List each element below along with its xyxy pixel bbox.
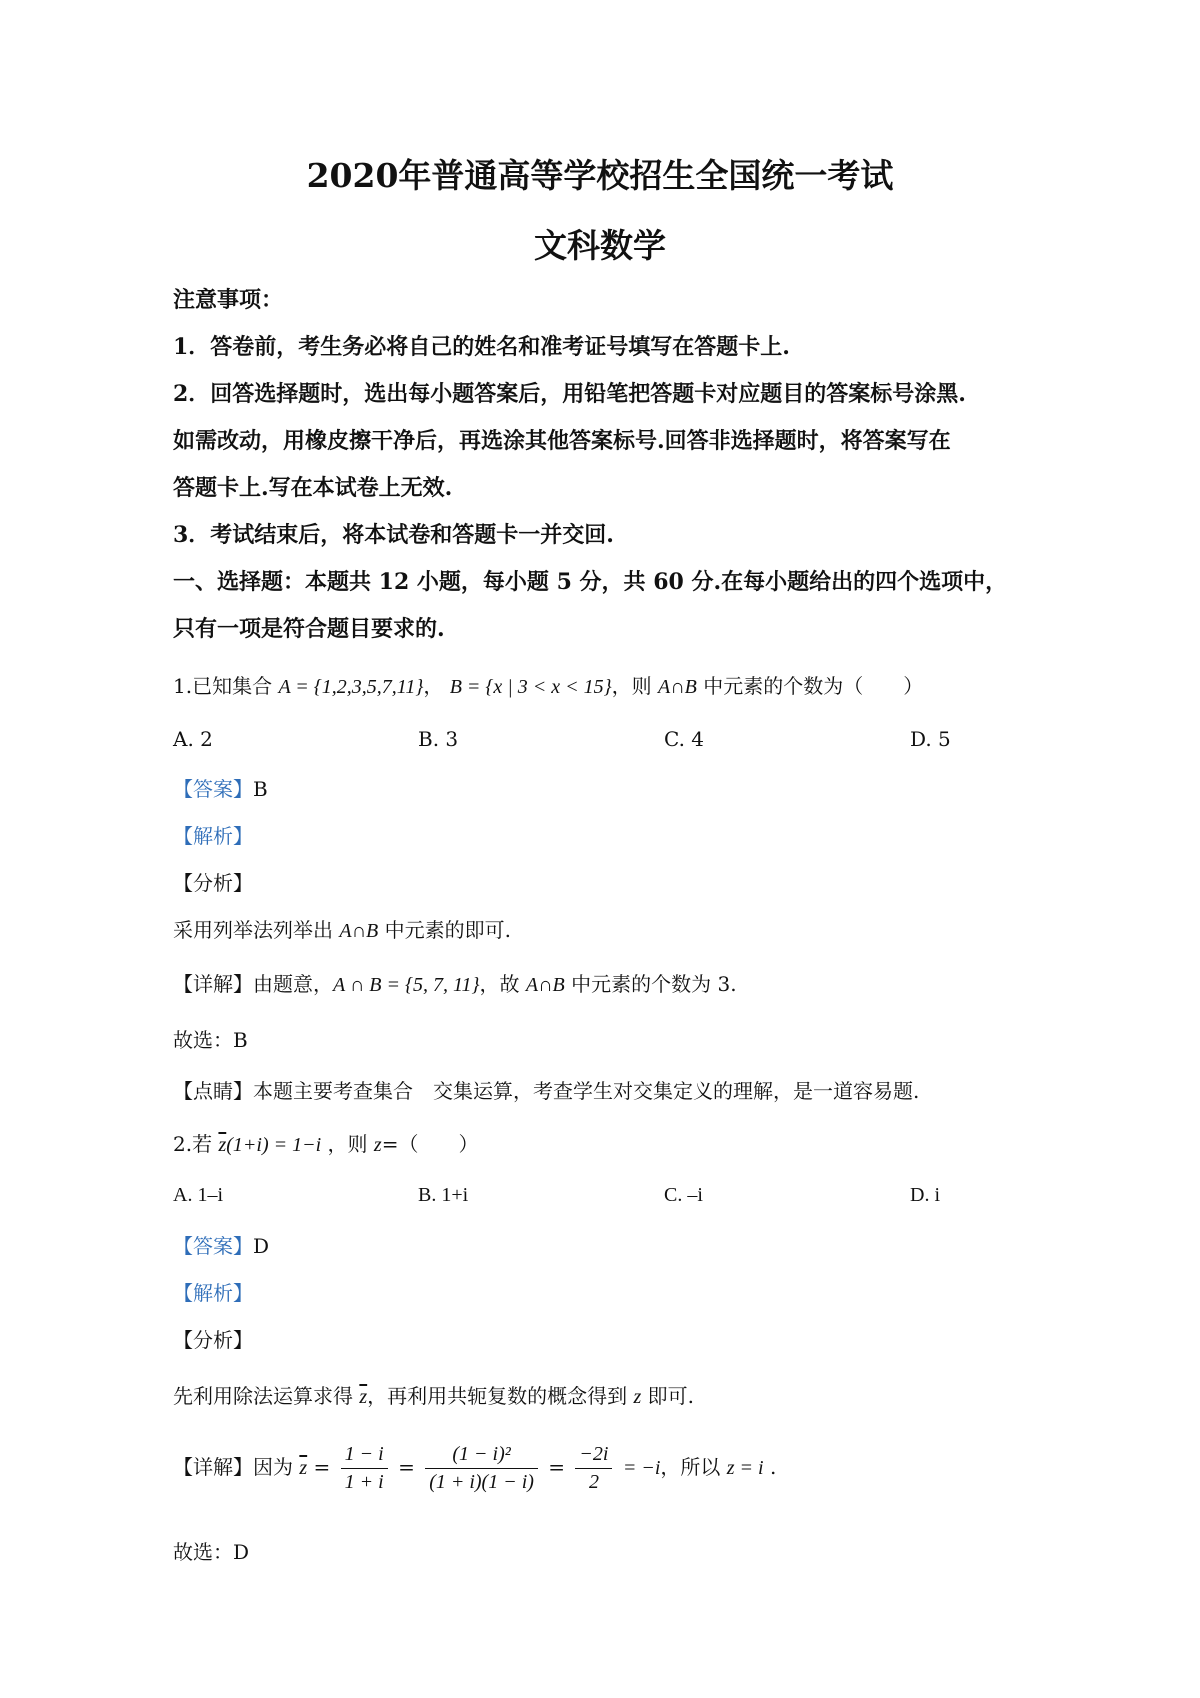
q2-detail-a: 因为 — [253, 1455, 300, 1479]
q1-answer-value: B — [253, 777, 268, 801]
q1-detail — [173, 968, 737, 997]
q2-choose: 故选：D — [173, 1540, 250, 1564]
q2-suffix-b: =（ ） — [381, 1132, 479, 1156]
q1-suffix-b: 中元素的个数为（ ） — [696, 674, 924, 698]
q2-answer-tag: 【答案】 — [173, 1234, 253, 1258]
notice-item-2-line-2: 如需改动，用橡皮擦干净后，再选涂其他答案标号.回答非选择题时，将答案写在 — [173, 428, 951, 454]
q1-comment-text: 本题主要考查集合 交集运算，考查学生对交集定义的理解，是一道容易题. — [253, 1079, 920, 1103]
q2-answer — [173, 1230, 269, 1259]
q2-option-d: D. i — [910, 1184, 940, 1206]
q2-fraction-3-den: 2 — [588, 1471, 599, 1493]
q1-comment-tag: 【点睛】 — [173, 1079, 253, 1103]
q1-sep: ， — [423, 674, 444, 698]
q2-fraction-1 — [341, 1443, 388, 1494]
q2-final: z = i — [726, 1457, 764, 1479]
q1-answer — [173, 773, 268, 802]
q2-fenxi-z: z — [633, 1386, 642, 1408]
q2-z: z — [373, 1134, 382, 1156]
q2-eq-sign-2: = — [398, 1455, 415, 1479]
q1-detail-expr-2: A∩B — [525, 974, 565, 996]
q2-detail — [173, 1443, 776, 1494]
q2-fenxi-tag: 【分析】 — [173, 1328, 253, 1352]
q2-fenxi-c: 即可. — [641, 1384, 695, 1408]
q1-detail-c: 中元素的个数为 3. — [564, 972, 737, 996]
section-line-2: 只有一项是符合题目要求的. — [173, 616, 445, 642]
q2-prefix: 2.若 — [173, 1132, 219, 1156]
q2-suffix-a: ，则 — [321, 1132, 374, 1156]
q1-set-b: B = {x | 3 < x < 15} — [449, 676, 612, 698]
q2-option-c: C. –i — [664, 1184, 703, 1206]
q2-fraction-2 — [425, 1443, 538, 1494]
q2-fenxi — [173, 1380, 694, 1409]
q1-fenxi-expr: A∩B — [339, 920, 379, 942]
notice-item-2-line-1: 2．回答选择题时，选出每小题答案后，用铅笔把答题卡对应题目的答案标号涂黑. — [173, 381, 966, 407]
q2-option-b: B. 1+i — [418, 1184, 469, 1206]
q1-option-c: C. 4 — [664, 727, 705, 751]
q2-option-a: A. 1–i — [173, 1184, 223, 1206]
q2-fraction-2-den: (1 + i)(1 − i) — [429, 1471, 534, 1493]
notice-item-1: 1．答卷前，考生务必将自己的姓名和准考证号填写在答题卡上. — [173, 334, 790, 360]
q1-detail-expr: A ∩ B = {5, 7, 11} — [333, 974, 480, 996]
q2-fraction-1-den: 1 + i — [344, 1471, 384, 1493]
q2-fraction-3 — [575, 1443, 612, 1494]
q1-expr: A∩B — [658, 676, 697, 698]
q2-fenxi-a: 先利用除法运算求得 — [173, 1384, 360, 1408]
q2-result: = −i — [622, 1457, 661, 1479]
q1-analysis-tag: 【解析】 — [173, 824, 253, 848]
q1-stem — [173, 670, 923, 699]
q2-eq-sign-1: = — [313, 1455, 331, 1479]
q1-comment — [173, 1075, 919, 1104]
exam-subtitle: 文科数学 — [534, 226, 666, 265]
q2-analysis-tag: 【解析】 — [173, 1281, 253, 1305]
q1-answer-tag: 【答案】 — [173, 777, 253, 801]
q2-detail-tag: 【详解】 — [173, 1455, 253, 1479]
q2-detail-zbar: $\overline{z}$ — [299, 1457, 308, 1479]
q2-fraction-2-num: (1 − i)² — [425, 1443, 538, 1469]
q1-option-d: D. 5 — [910, 727, 951, 751]
q1-fenxi-b: 中元素的即可. — [378, 918, 511, 942]
q1-detail-tag: 【详解】 — [173, 972, 253, 996]
q1-option-a: A. 2 — [173, 727, 213, 751]
q2-zbar: $\overline{z}$ — [218, 1134, 227, 1156]
q1-option-b: B. 3 — [418, 727, 459, 751]
q2-fenxi-zbar: $\overline{z}$ — [359, 1386, 368, 1408]
q1-detail-a: 由题意， — [253, 972, 333, 996]
q2-fraction-1-num: 1 − i — [341, 1443, 388, 1469]
q2-fraction-3-num: −2i — [575, 1443, 612, 1469]
q1-set-a: A = {1,2,3,5,7,11} — [278, 676, 424, 698]
q2-answer-value: D — [253, 1234, 270, 1258]
q2-period: . — [763, 1455, 777, 1479]
q1-fenxi — [173, 914, 511, 943]
notice-item-2-line-3: 答题卡上.写在本试卷上无效. — [173, 475, 453, 501]
q2-eq-sign-3: = — [548, 1455, 566, 1479]
q1-fenxi-a: 采用列举法列举出 — [173, 918, 340, 942]
q2-detail-b: ，所以 — [660, 1455, 727, 1479]
q1-fenxi-tag: 【分析】 — [173, 871, 253, 895]
q1-detail-b: ，故 — [479, 972, 526, 996]
q2-stem — [173, 1128, 478, 1157]
q2-fenxi-b: ，再利用共轭复数的概念得到 — [367, 1384, 634, 1408]
q1-suffix-a: ，则 — [611, 674, 658, 698]
section-line-1: 一、选择题：本题共 12 小题，每小题 5 分，共 60 分.在每小题给出的四个选项中， — [173, 569, 1008, 595]
q1-prefix: 1.已知集合 — [173, 674, 273, 698]
notice-item-3: 3．考试结束后，将本试卷和答题卡一并交回. — [173, 522, 614, 548]
q2-eq: (1+i) = 1−i — [226, 1134, 322, 1156]
exam-title: 2020年普通高等学校招生全国统一考试 — [306, 156, 894, 195]
q1-choose: 故选：B — [173, 1028, 248, 1052]
notice-heading: 注意事项： — [173, 287, 284, 313]
